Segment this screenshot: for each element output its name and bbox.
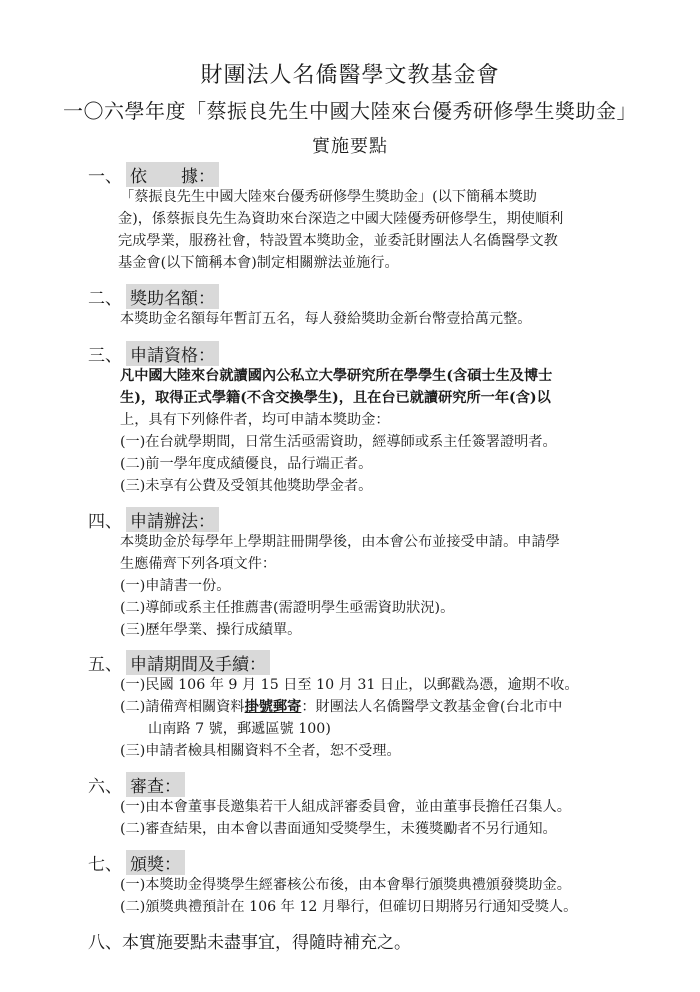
section-1-line: 完成學業，服務社會，特設置本獎助金，並委託財團法人名僑醫學文教 xyxy=(118,233,558,249)
scholarship-title: 一〇六學年度「蔡振良先生中國大陸來台優秀研修學生獎助金」 xyxy=(63,99,637,123)
section-3-item: (二)前一學年度成績優良，品行端正者。 xyxy=(120,456,373,472)
section-7-item: (一)本獎助金得獎學生經審核公布後，由本會舉行頒獎典禮頒發獎助金。 xyxy=(120,877,571,893)
section-2-line: 本獎助金名額每年暫訂五名，每人發給獎助金新台幣壹拾萬元整。 xyxy=(120,311,532,327)
section-1-line: 「蔡振良先生中國大陸來台優秀研修學生獎助金」(以下簡稱本獎助 xyxy=(120,189,537,205)
section-3-heading: 三、 申請資格： xyxy=(88,341,219,366)
section-2-heading: 二、 獎助名額： xyxy=(88,284,219,309)
section-7-item: (二)頒獎典禮預計在 106 年 12 月舉行，但確切日期將另行通知受獎人。 xyxy=(120,899,578,915)
section-3-item: (三)未享有公費及受領其他獎助學金者。 xyxy=(120,478,373,494)
section-8-heading: 八、本實施要點未盡事宜，得隨時補充之。 xyxy=(88,933,411,953)
section-5-address: 山南路 7 號，郵遞區號 100) xyxy=(148,721,331,737)
registered-mail-emphasis: 掛號郵寄 xyxy=(244,699,302,715)
section-5-item: (一)民國 106 年 9 月 15 日至 10 月 31 日止，以郵戳為憑，逾期不收。 xyxy=(120,677,579,693)
section-4-item: (三)歷年學業、操行成績單。 xyxy=(120,622,302,638)
section-4-item: (二)導師或系主任推薦書(需證明學生亟需資助狀況)。 xyxy=(120,600,455,616)
section-6-item: (二)審查結果，由本會以書面通知受獎學生，未獲獎勵者不另行通知。 xyxy=(120,821,557,837)
section-5-item: (二)請備齊相關資料掛號郵寄：財團法人名僑醫學文教基金會(台北市中 xyxy=(120,699,563,715)
document-title: 實施要點 xyxy=(312,136,388,157)
section-3-bold-line: 生)，取得正式學籍(不含交換學生)，且在台已就讀研究所一年(含)以 xyxy=(120,390,551,406)
section-3-bold-line: 凡中國大陸來台就讀國內公私立大學研究所在學學生(含碩士生及博士 xyxy=(120,368,553,384)
section-4-line: 本獎助金於每學年上學期註冊開學後，由本會公布並接受申請。申請學 xyxy=(120,534,560,550)
section-1-heading: 一、 依 據： xyxy=(88,162,219,187)
foundation-title: 財團法人名僑醫學文教基金會 xyxy=(200,63,500,88)
section-4-line: 生應備齊下列各項文件： xyxy=(120,556,277,572)
section-4-heading: 四、 申請辦法： xyxy=(88,507,219,532)
section-7-heading: 七、 頒獎： xyxy=(88,850,185,875)
section-5-item: (三)申請者檢具相關資料不全者，恕不受理。 xyxy=(120,743,401,759)
section-5-heading: 五、 申請期間及手續： xyxy=(88,650,270,675)
section-6-heading: 六、 審查： xyxy=(88,772,185,797)
section-6-item: (一)由本會董事長邀集若干人組成評審委員會，並由董事長擔任召集人。 xyxy=(120,799,571,815)
section-4-item: (一)申請書一份。 xyxy=(120,578,231,594)
section-1-line: 金)，係蔡振良先生為資助來台深造之中國大陸優秀研修學生，期使順利 xyxy=(118,211,564,227)
section-3-line: 上，具有下列條件者，均可申請本獎助金： xyxy=(120,412,390,428)
section-3-item: (一)在台就學期間，日常生活亟需資助，經導師或系主任簽署證明者。 xyxy=(120,434,557,450)
section-1-line: 基金會(以下簡稱本會)制定相關辦法並施行。 xyxy=(118,255,399,271)
